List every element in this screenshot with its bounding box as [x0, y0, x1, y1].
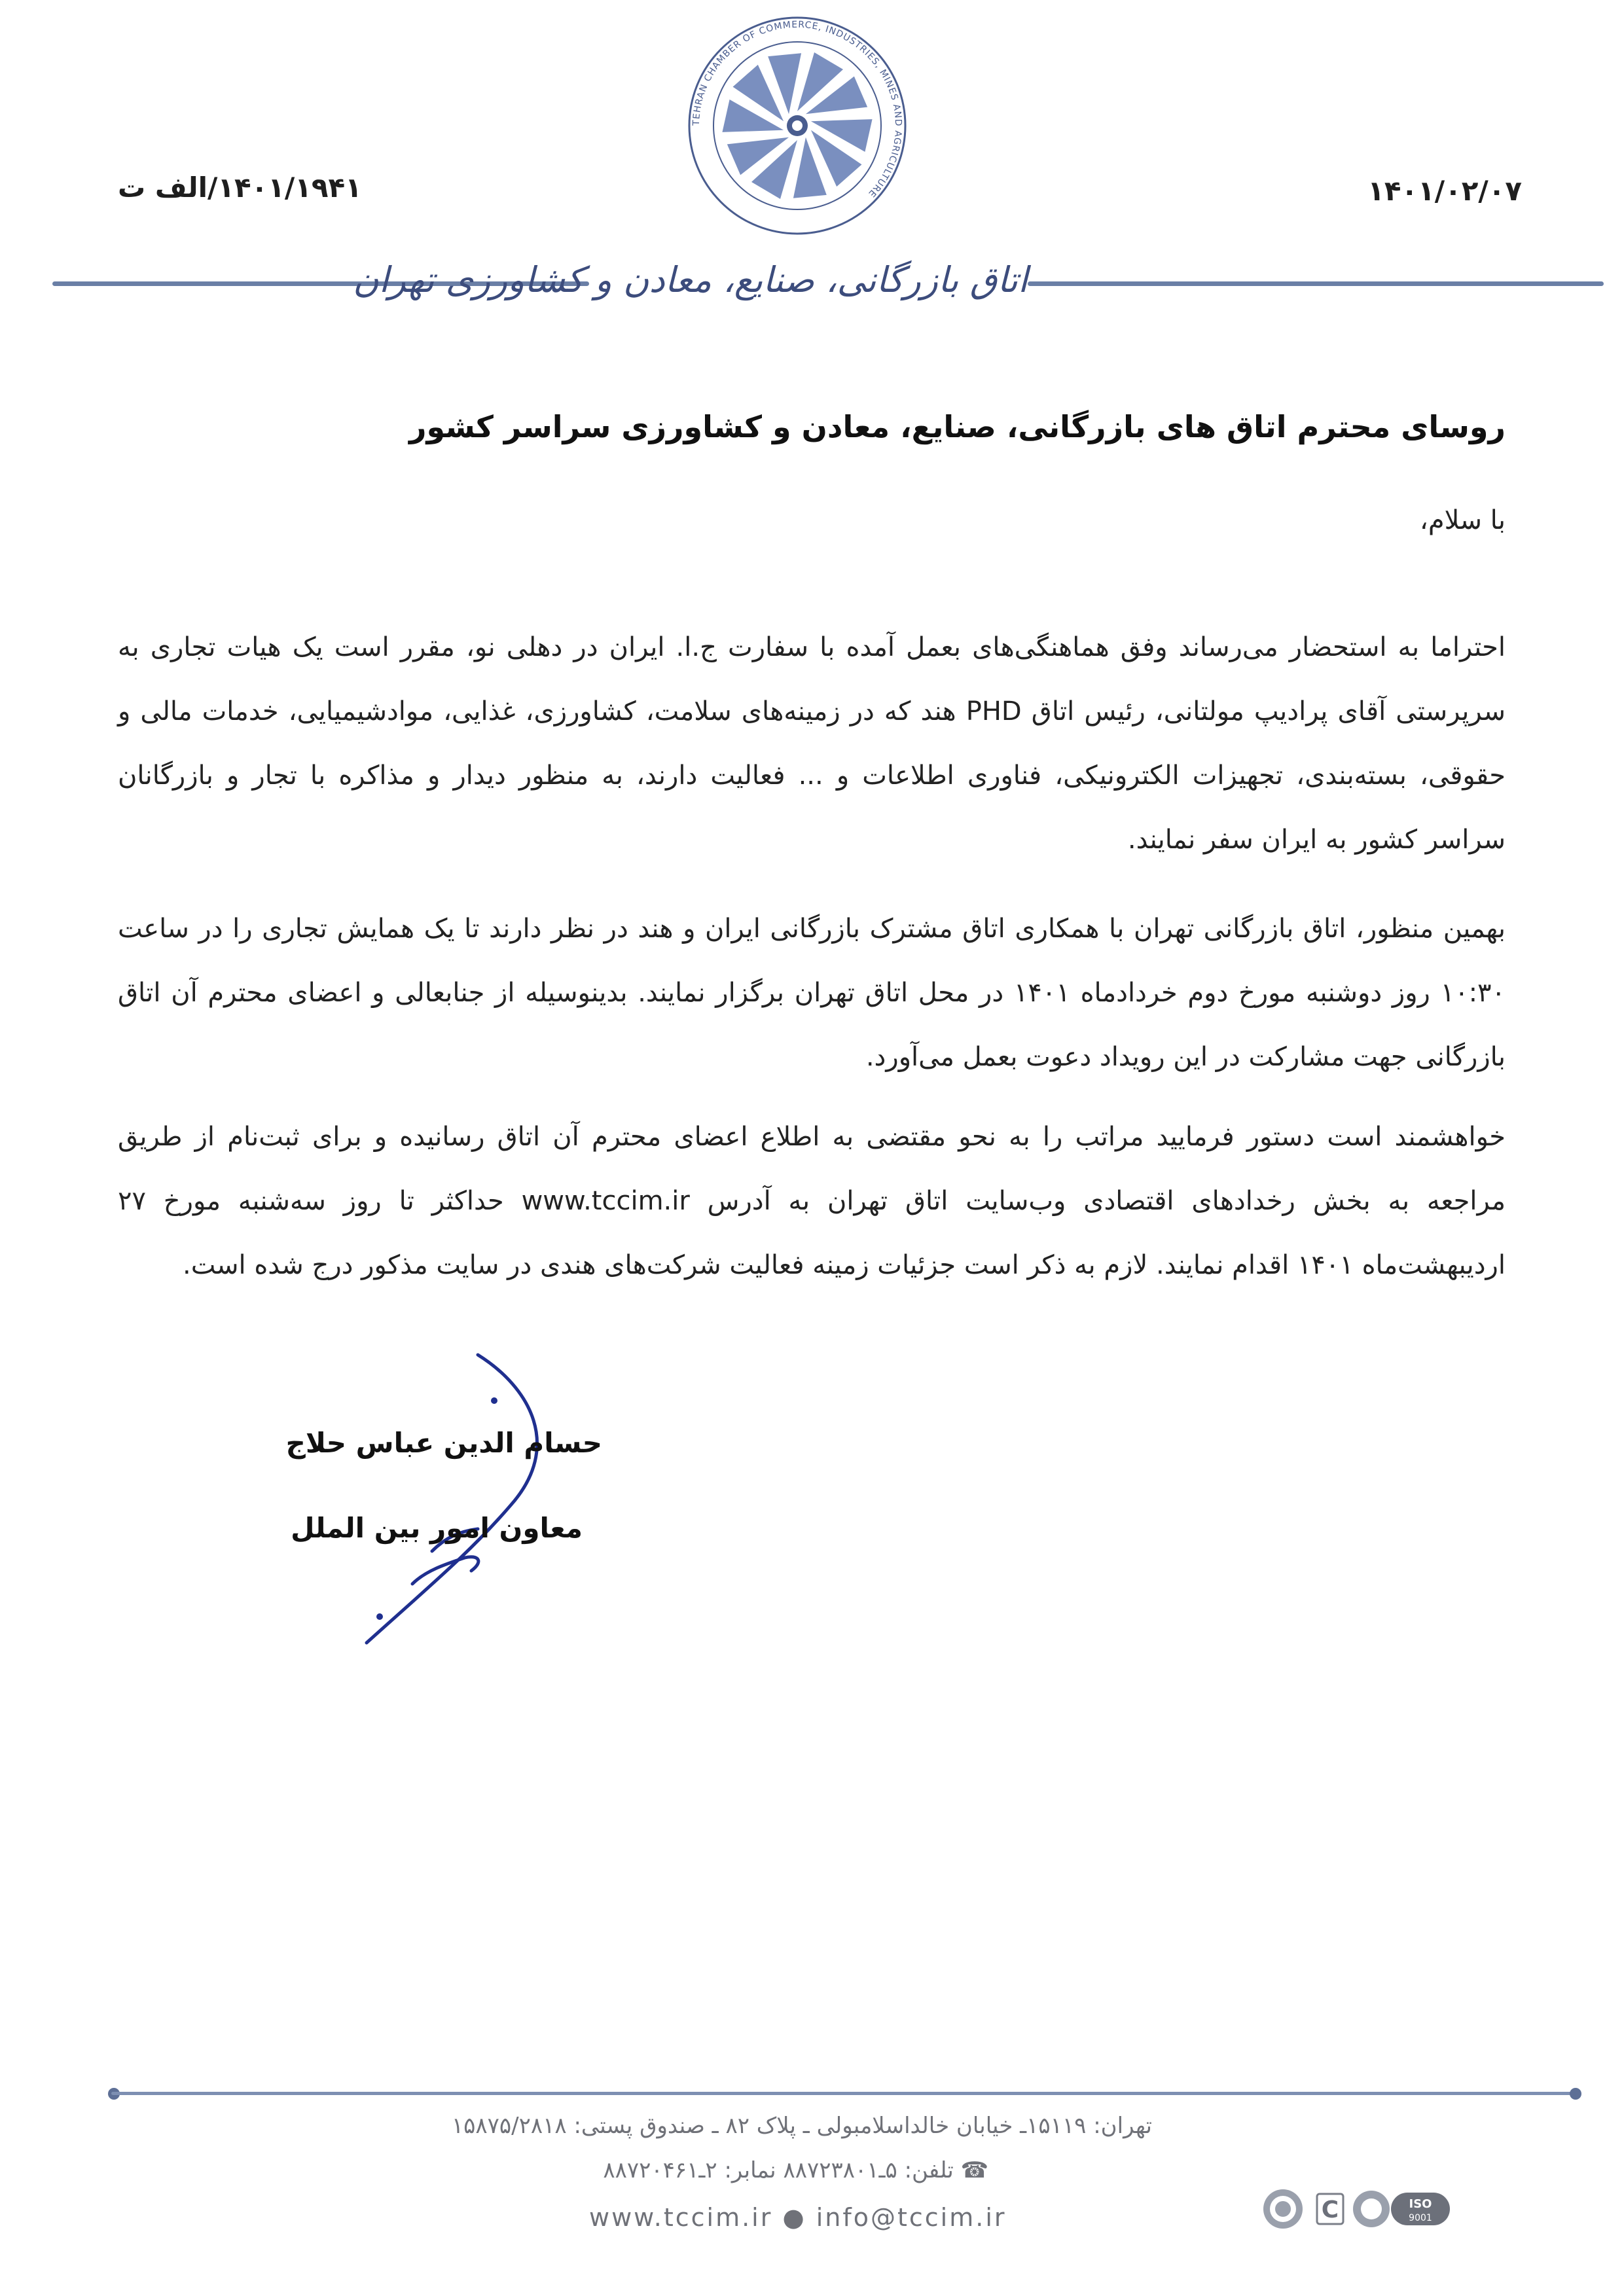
footer-website: www.tccim.ir	[589, 2203, 773, 2232]
organization-wordmark: اتاق بازرگانی، صنایع، معادن و کشاورزی تهران	[353, 259, 1028, 300]
cert-c-icon	[1317, 2194, 1343, 2224]
seal-ring-text: TEHRAN CHAMBER OF COMMERCE, INDUSTRIES, MINES AND AGRICULTURE	[691, 19, 904, 200]
iso-9001-icon	[1353, 2191, 1450, 2227]
signature-block	[285, 1427, 602, 1571]
letter-greeting: با سلام،	[1419, 505, 1506, 535]
chamber-seal-logo	[686, 14, 909, 237]
footer-email: info@tccim.ir	[816, 2203, 1007, 2232]
signer-title: معاون امور بین الملل	[291, 1512, 583, 1544]
email-icon: ●	[782, 2203, 806, 2232]
letter-recipient: روسای محترم اتاق های بازرگانی، صنایع، معادن و کشاورزی سراسر کشور	[409, 409, 1506, 444]
footer-web-contact	[589, 2203, 1007, 2240]
letter-date: ۱۴۰۱/۰۲/۰۷	[1367, 175, 1522, 207]
svg-text:C: C	[1321, 2197, 1339, 2223]
footer-phone-text: تلفن: ۵ـ۸۸۷۲۳۸۰۱ نمابر: ۲ـ۸۸۷۲۰۴۶۱	[603, 2157, 954, 2183]
footer-address: تهران: ۱۵۱۱۹ـ خیابان خالداسلامبولی ـ پلاک ۸۲ ـ صندوق پستی: ۱۵۸۷۵/۲۸۱۸	[451, 2113, 1152, 2139]
signer-name: حسام الدین عباس حلاج	[285, 1427, 602, 1459]
reference-number: ۱۴۰۱/۱۹۴۱/الف ت	[118, 171, 362, 204]
iso-label: ISO	[1409, 2197, 1432, 2211]
letter-paragraph: بهمین منظور، اتاق بازرگانی تهران با همکاری اتاق مشترک بازرگانی ایران و هند در نظر دارند تا یک همایش تجاری را در ساعت ۱۰:۳۰ روز دوشنبه مورخ دوم خردادماه ۱۴۰۱ در محل اتاق تهران برگزار نمایند. بدینوسیله از جنابعالی و اعضای محترم آن اتاق بازرگانی جهت مشارکت در این رویداد دعوت بعمل می‌آورد.	[118, 914, 1506, 1072]
footer-phone-fax	[524, 2157, 988, 2194]
header-divider-right	[1028, 281, 1604, 286]
certification-logos	[1257, 2179, 1473, 2238]
footer-line-endpoint	[1570, 2088, 1581, 2100]
letter-paragraph: خواهشمند است دستور فرمایید مراتب را به نحو مقتضی به اطلاع اعضای محترم آن اتاق رسانیده و برای ثبت‌نام از طریق مراجعه به بخش رخدادهای اقتصادی وب‌سایت اتاق تهران به آدرس www.tccim.ir حداکثر تا روز سه‌شنبه مورخ ۲۷ اردیبهشت‌ماه ۱۴۰۱ اقدام نمایند. لازم به ذکر است جزئیات زمینه فعالیت شرکت‌های هندی در سایت مذکور درج شده است.	[118, 1122, 1506, 1280]
footer-divider	[111, 2092, 1578, 2095]
iso-number: 9001	[1409, 2213, 1432, 2223]
letter-paragraph: احتراما به استحضار می‌رساند وفق هماهنگی‌های بعمل آمده با سفارت ج.ا. ایران در دهلی نو، مقرر است یک هیات تجاری به سرپرستی آقای پرادیپ مولتانی، رئیس اتاق PHD هند که در زمینه‌های سلامت، کشاورزی، غذایی، موادشیمیایی، خدمات مالی و حقوقی، بسته‌بندی، تجهیزات الکترونیکی، فناوری اطلاعات و ... فعالیت دارند، به منظور دیدار و مذاکره با تجار و بازرگانان سراسر کشور به ایران سفر نمایند.	[118, 632, 1506, 855]
cert-seal-icon	[1263, 2189, 1303, 2229]
phone-icon: ☎	[960, 2157, 988, 2183]
